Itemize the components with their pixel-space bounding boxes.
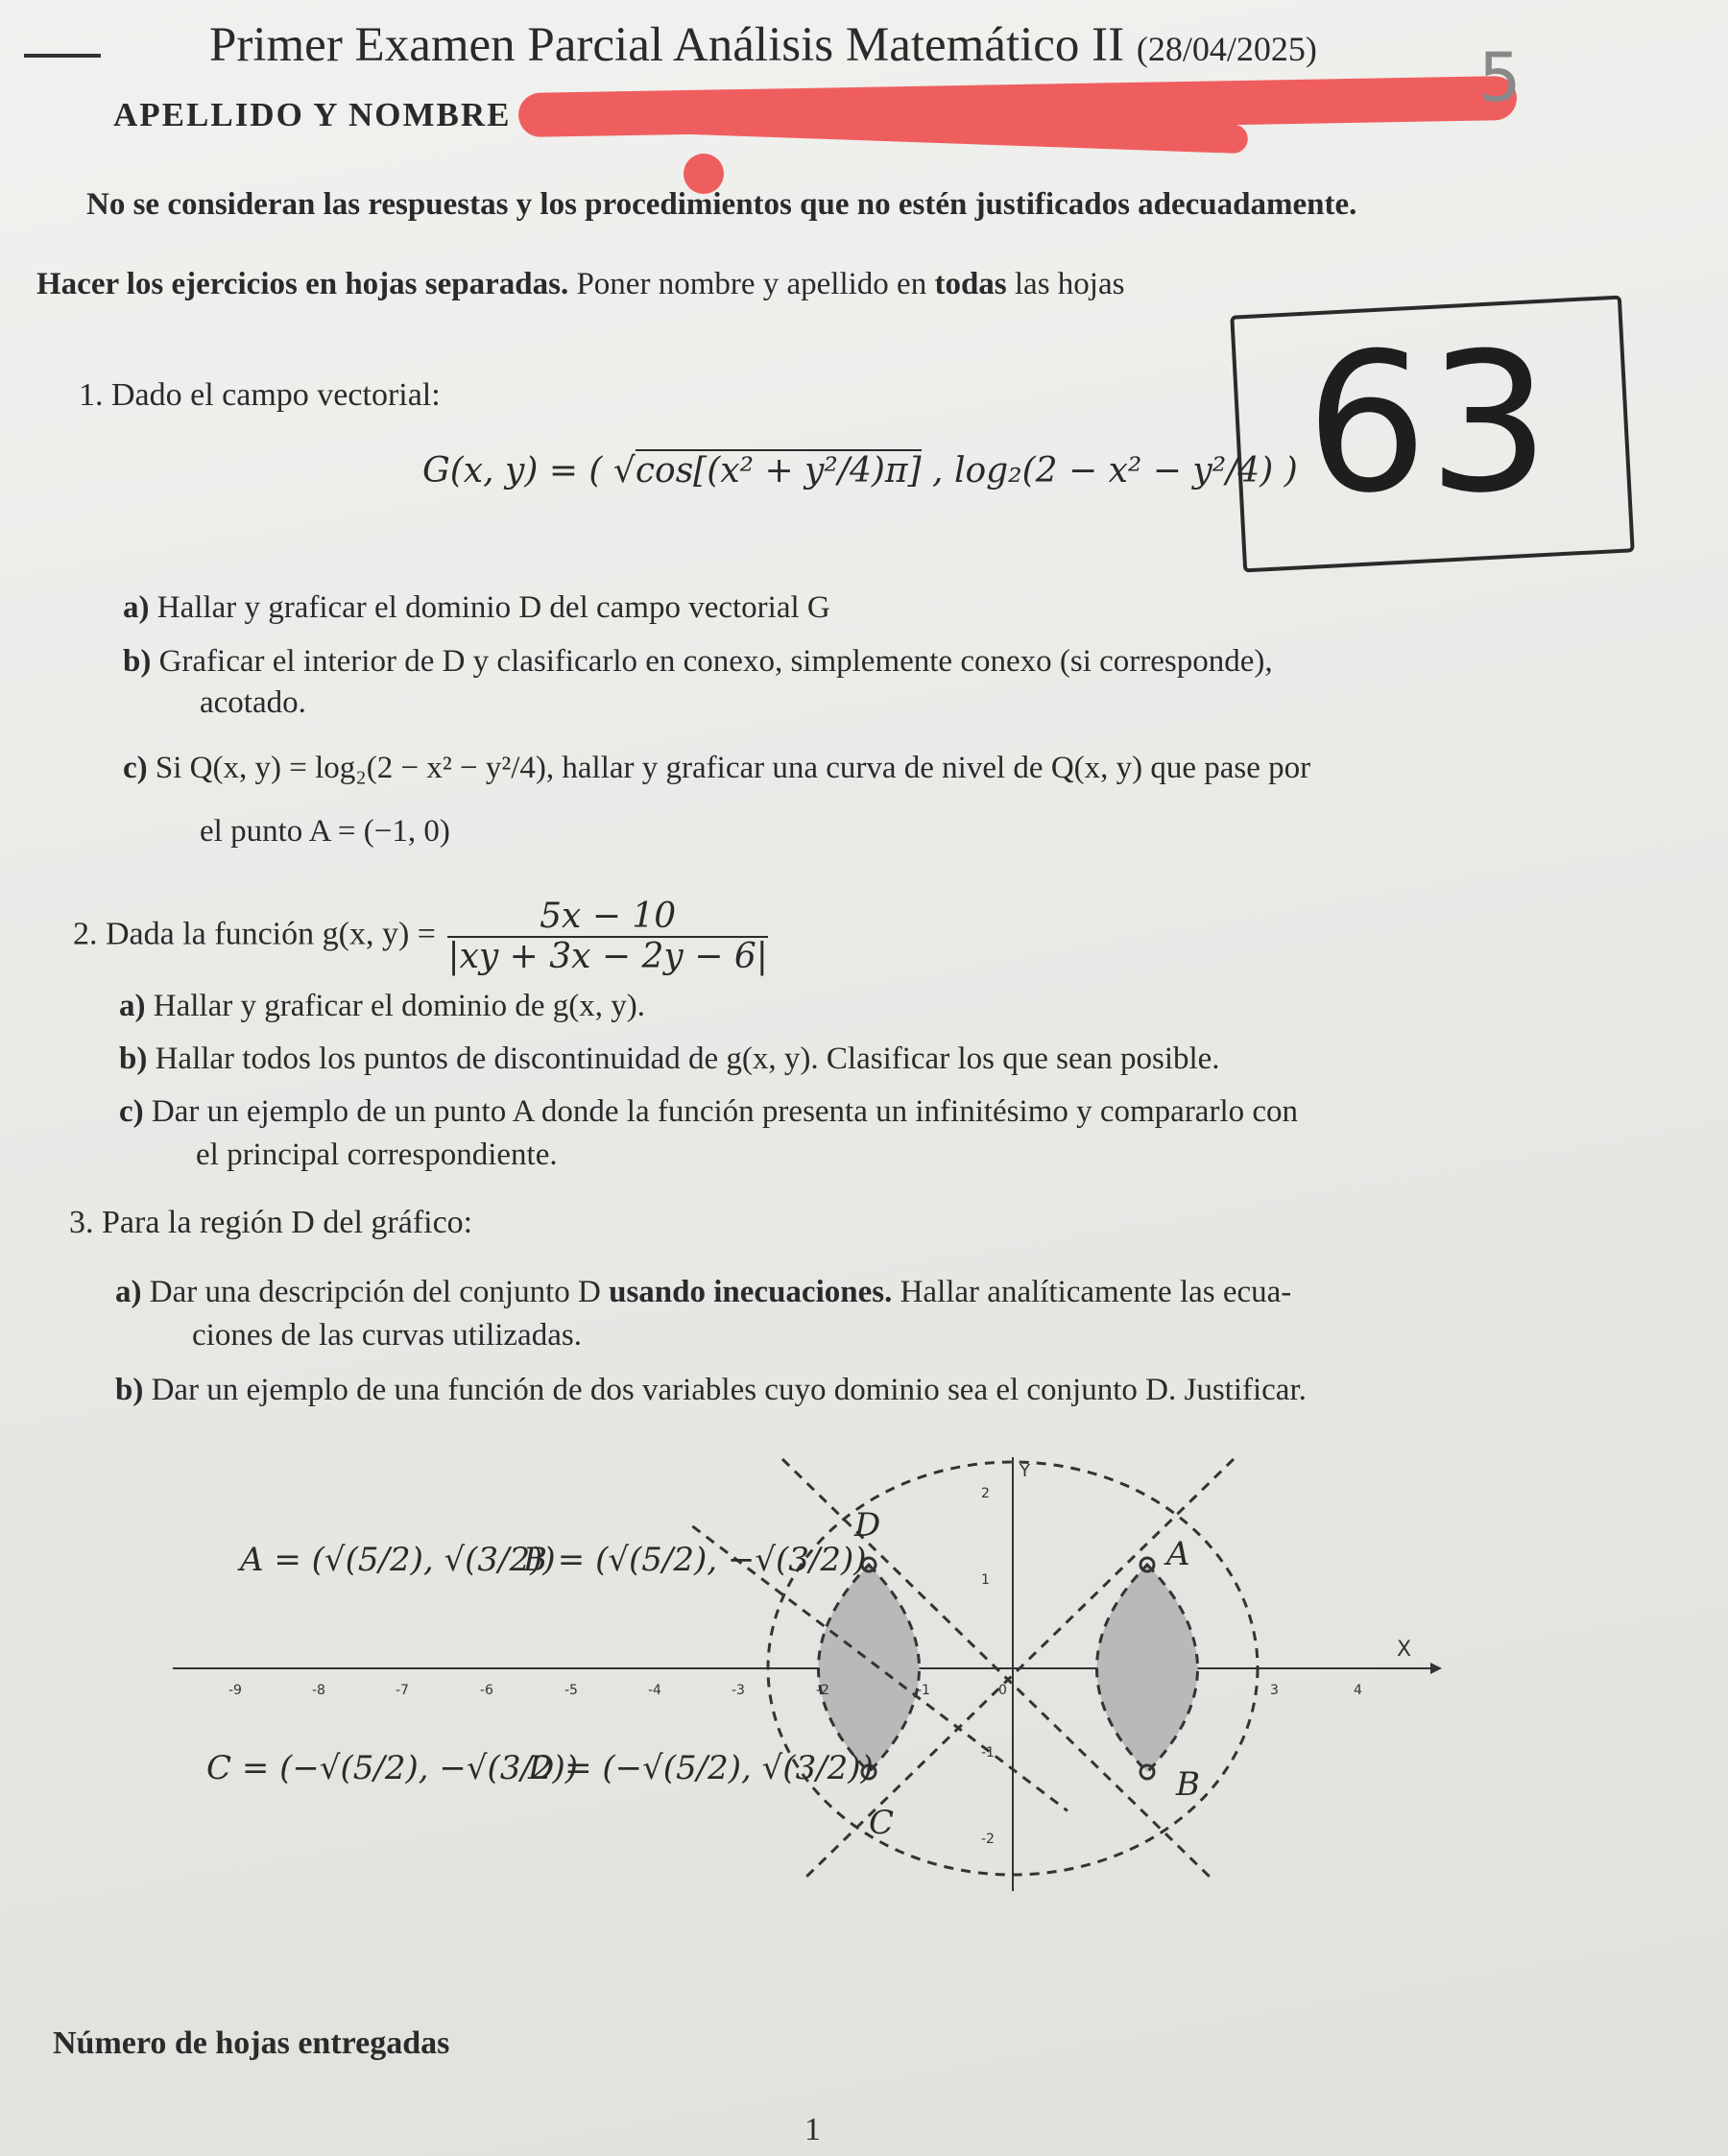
x-tick-label: -4 [648,1683,661,1698]
x-axis-label: X [1397,1638,1412,1662]
q1-equation: G(x, y) = ( √cos[(x² + y²/4)π] , log₂(2 − x² − y²/4) ) [422,451,1298,491]
q2-a: a) Hallar y graficar el dominio de g(x, y). [119,989,645,1023]
instructions-line1: No se consideran las respuestas y los procedimientos que no estén justificados adecuadamente. [86,187,1357,222]
q1-c-line1: c) Si Q(x, y) = log₂(2 − x² − y²/4), hallar y graficar una curva de nivel de Q(x, y) que pase por [123,751,1311,785]
point-d-definition: D = (−√(5/2), √(3/2)) [528,1749,874,1787]
x-tick-label: -8 [312,1683,325,1698]
q2-c-line1: c) Dar un ejemplo de un punto A donde la función presenta un infinitésimo y compararlo con [119,1094,1299,1129]
point-c-definition: C = (−√(5/2), −√(3/2)) [206,1749,579,1787]
q3-a-line1: a) Dar una descripción del conjunto D usando inecuaciones. Hallar analíticamente las ecua- [115,1275,1292,1309]
point-a-definition: A = (√(5/2), √(3/2)) [240,1541,556,1579]
q3-b: b) Dar un ejemplo de una función de dos variables cuyo dominio sea el conjunto D. Justificar. [115,1373,1307,1407]
label-b: B [1176,1765,1200,1804]
x-axis-arrow [1430,1663,1442,1674]
y-tick-label: 2 [981,1486,990,1501]
label-a: A [1166,1535,1190,1573]
page-number: 1 [804,2112,821,2147]
x-tick-label: 4 [1354,1683,1362,1698]
q3-a-line2: ciones de las curvas utilizadas. [192,1318,582,1353]
q2-c-line2: el principal correspondiente. [196,1138,558,1172]
region-graph [0,1440,1728,1901]
x-tick-label: 0 [998,1683,1007,1698]
y-tick-label: -2 [981,1832,995,1847]
left-lens-region [819,1565,920,1772]
x-tick-label: 3 [1270,1683,1279,1698]
label-c: C [869,1804,895,1842]
corner-dash [24,54,101,58]
x-tick-label: -7 [396,1683,409,1698]
name-label: APELLIDO Y NOMBRE [113,96,512,133]
right-lens-region [1097,1565,1198,1772]
x-tick-label: -1 [917,1683,930,1698]
q3-intro: 3. Para la región D del gráfico: [69,1205,473,1240]
label-d: D [854,1506,881,1545]
q1-intro: 1. Dado el campo vectorial: [79,377,441,413]
instructions-line2: Hacer los ejercicios en hojas separadas. Poner nombre y apellido en todas las hojas [36,267,1125,301]
exam-date: (28/04/2025) [1136,30,1317,68]
corner-mark: 5 [1478,38,1522,117]
x-tick-label: -2 [816,1683,829,1698]
x-tick-label: -9 [228,1683,242,1698]
x-tick-label: -3 [732,1683,745,1698]
y-axis-label: Y [1020,1461,1030,1481]
x-tick-label: -5 [564,1683,578,1698]
point-b-definition: B = (√(5/2), −√(3/2)) [523,1541,867,1579]
q2-b: b) Hallar todos los puntos de discontinuidad de g(x, y). Clasificar los que sean posible. [119,1042,1220,1076]
exam-title: Primer Examen Parcial Análisis Matemático II (28/04/2025) [209,18,1317,72]
x-tick-label: -6 [480,1683,493,1698]
y-tick-label: -1 [981,1745,995,1761]
q1-b-line1: b) Graficar el interior de D y clasificarlo en conexo, simplemente conexo (si corresponde), [123,644,1273,679]
q1-b-line2: acotado. [200,685,306,720]
score-value: 63 [1306,312,1550,536]
y-tick-label: 1 [981,1572,990,1588]
sheets-submitted-label: Número de hojas entregadas [53,2025,450,2061]
q1-c-line2: el punto A = (−1, 0) [200,814,450,849]
q2-intro: 2. Dada la función g(x, y) = $\frac{5x - 10}{|xy + 3x - 2y - 6|}$ [73,897,768,976]
q1-a: a) Hallar y graficar el dominio D del campo vectorial G [123,590,830,625]
q2-fraction: $\frac{5x - 10}{|xy + 3x - 2y - 6|}$ [447,897,768,976]
